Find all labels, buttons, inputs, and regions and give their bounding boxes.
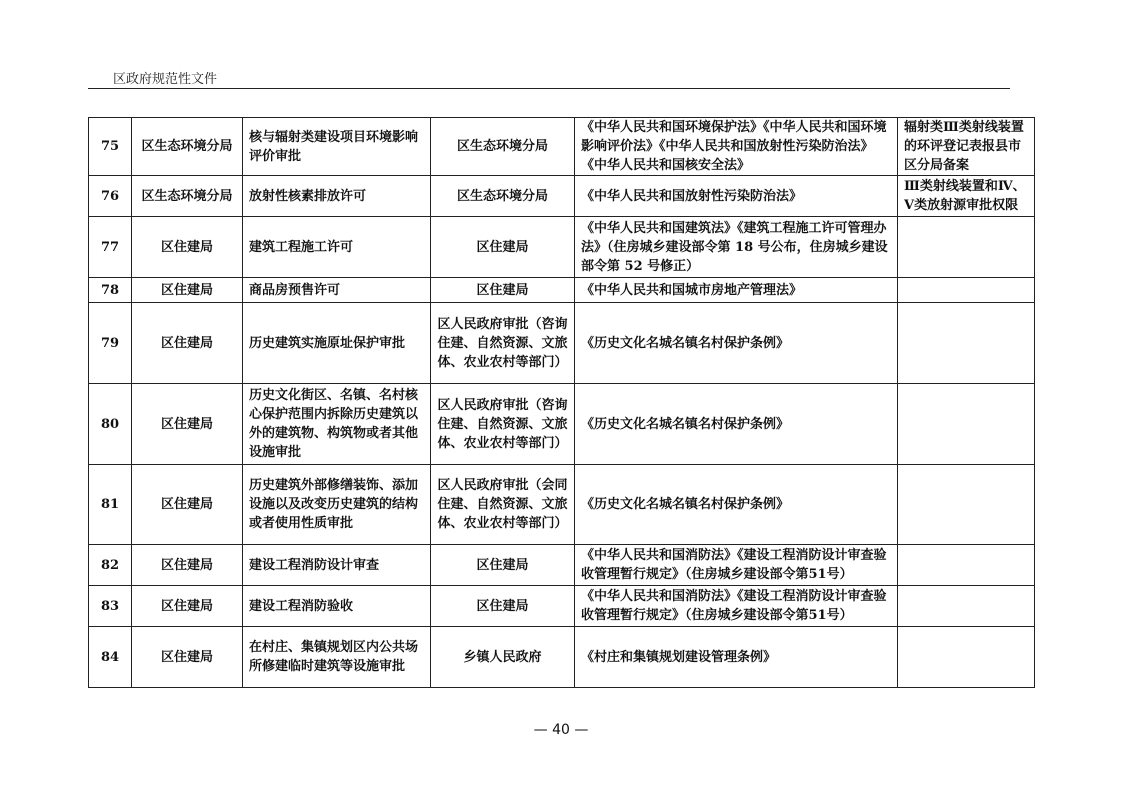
implementing-unit: 区住建局 [132,545,243,586]
item-number: 80 [89,384,132,465]
remark [898,217,1035,278]
page-number: — 40 — [533,722,589,738]
table-row [89,303,1035,384]
remark [898,465,1035,545]
item-number: 75 [89,118,132,176]
header-title: 区政府规范性文件 [113,72,218,87]
remark [898,545,1035,586]
legal-basis: 《中华人民共和国消防法》《建设工程消防设计审查验收管理暂行规定》（住房城乡建设部令第51号） [575,586,898,627]
item-name: 历史建筑外部修缮装饰、添加设施以及改变历史建筑的结构或者使用性质审批 [243,465,431,545]
approval-department: 区生态环境分局 [431,176,575,217]
implementing-unit: 区住建局 [132,465,243,545]
item-number: 77 [89,217,132,278]
item-number: 79 [89,303,132,384]
implementing-unit: 区住建局 [132,303,243,384]
item-name: 建筑工程施工许可 [243,217,431,278]
legal-basis: 《中华人民共和国建筑法》《建筑工程施工许可管理办法》（住房城乡建设部令第 18 号公布，住房城乡建设部令第 52 号修正） [575,217,898,278]
remark: Ⅲ类射线装置和Ⅳ、Ⅴ类放射源审批权限 [898,176,1035,217]
item-name: 放射性核素排放许可 [243,176,431,217]
approval-department: 区住建局 [431,217,575,278]
item-number: 76 [89,176,132,217]
item-name: 建设工程消防设计审查 [243,545,431,586]
remark [898,627,1035,688]
approval-department: 区住建局 [431,545,575,586]
implementing-unit: 区生态环境分局 [132,176,243,217]
implementing-unit: 区生态环境分局 [132,118,243,176]
remark [898,303,1035,384]
approval-department: 区住建局 [431,278,575,303]
item-number: 84 [89,627,132,688]
legal-basis: 《中华人民共和国消防法》《建设工程消防设计审查验收管理暂行规定》（住房城乡建设部令第51号） [575,545,898,586]
legal-basis: 《中华人民共和国放射性污染防治法》 [575,176,898,217]
legal-basis: 《历史文化名城名镇名村保护条例》 [575,384,898,465]
table-row [89,217,1035,278]
item-name: 在村庄、集镇规划区内公共场所修建临时建筑等设施审批 [243,627,431,688]
table-row [89,278,1035,303]
table-row [89,627,1035,688]
item-name: 核与辐射类建设项目环境影响评价审批 [243,118,431,176]
item-number: 82 [89,545,132,586]
item-name: 商品房预售许可 [243,278,431,303]
table-row [89,545,1035,586]
approval-department: 乡镇人民政府 [431,627,575,688]
remark [898,278,1035,303]
legal-basis: 《历史文化名城名镇名村保护条例》 [575,465,898,545]
table-row [89,118,1035,176]
table-row [89,384,1035,465]
item-name: 建设工程消防验收 [243,586,431,627]
item-number: 81 [89,465,132,545]
legal-basis: 《历史文化名城名镇名村保护条例》 [575,303,898,384]
implementing-unit: 区住建局 [132,586,243,627]
item-name: 历史建筑实施原址保护审批 [243,303,431,384]
table-row [89,465,1035,545]
table-row [89,176,1035,217]
implementing-unit: 区住建局 [132,278,243,303]
approval-department: 区人民政府审批（咨询住建、自然资源、文旅体、农业农村等部门） [431,384,575,465]
approval-items-table [88,117,1035,688]
item-number: 78 [89,278,132,303]
approval-department: 区住建局 [431,586,575,627]
implementing-unit: 区住建局 [132,217,243,278]
implementing-unit: 区住建局 [132,384,243,465]
legal-basis: 《村庄和集镇规划建设管理条例》 [575,627,898,688]
item-name: 历史文化街区、名镇、名村核心保护范围内拆除历史建筑以外的建筑物、构筑物或者其他设施审批 [243,384,431,465]
approval-department: 区人民政府审批（会同住建、自然资源、文旅体、农业农村等部门） [431,465,575,545]
remark [898,384,1035,465]
remark [898,586,1035,627]
legal-basis: 《中华人民共和国环境保护法》《中华人民共和国环境影响评价法》《中华人民共和国放射性污染防治法》《中华人民共和国核安全法》 [575,118,898,176]
approval-department: 区生态环境分局 [431,118,575,176]
remark: 辐射类Ⅲ类射线装置的环评登记表报县市区分局备案 [898,118,1035,176]
table-row [89,586,1035,627]
header-rule [88,88,1010,89]
implementing-unit: 区住建局 [132,627,243,688]
approval-department: 区人民政府审批（咨询住建、自然资源、文旅体、农业农村等部门） [431,303,575,384]
legal-basis: 《中华人民共和国城市房地产管理法》 [575,278,898,303]
item-number: 83 [89,586,132,627]
